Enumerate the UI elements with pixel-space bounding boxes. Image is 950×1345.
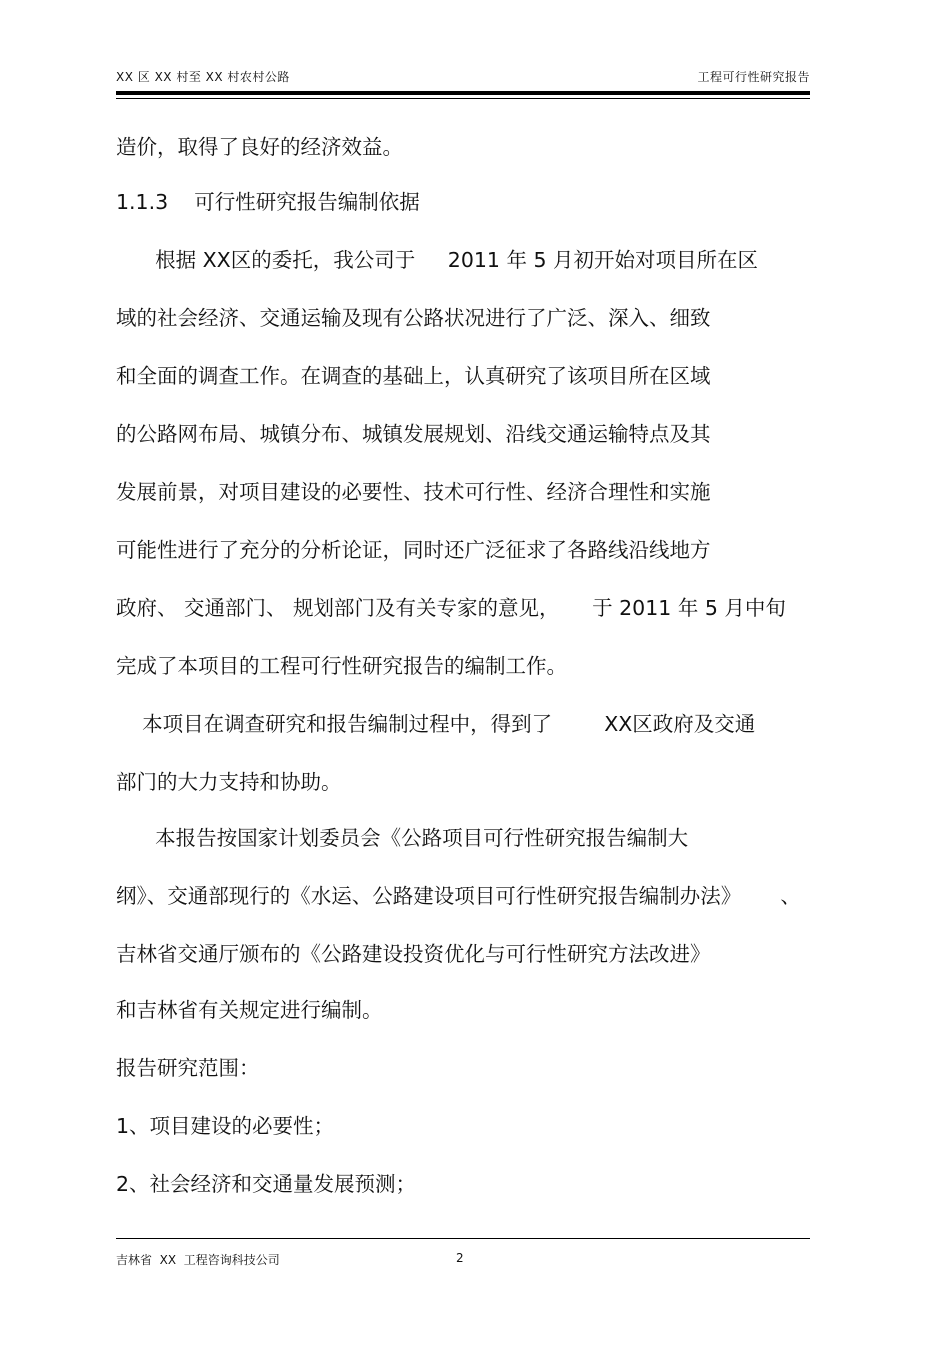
list-item: 2、社会经济和交通量发展预测； [116, 1172, 417, 1196]
page-number: 2 [456, 1251, 464, 1265]
body-line: 本项目在调查研究和报告编制过程中，得到了 XX区政府及交通 [116, 712, 756, 736]
footer-company: 吉林省 XX 工程咨询科技公司 [116, 1253, 280, 1267]
footer-divider [116, 1238, 810, 1239]
body-line: 政府、 交通部门、 规划部门及有关专家的意见， 于 2011 年 5 月中旬 [116, 596, 786, 620]
section-heading: 1.1.3 可行性研究报告编制依据 [116, 190, 420, 214]
body-line: 发展前景，对项目建设的必要性、技术可行性、经济合理性和实施 [116, 480, 711, 504]
body-line: 和吉林省有关规定进行编制。 [116, 998, 383, 1022]
body-line: 吉林省交通厅颁布的《公路建设投资优化与可行性研究方法改进》 [116, 942, 711, 966]
body-line: 根据 XX区的委托，我公司于 2011 年 5 月初开始对项目所在区 [116, 248, 759, 272]
body-line: 可能性进行了充分的分析论证，同时还广泛征求了各路线沿线地方 [116, 538, 711, 562]
body-line: 纲》、交通部现行的《水运、公路建设项目可行性研究报告编制办法》 、 [116, 884, 801, 908]
body-line: 完成了本项目的工程可行性研究报告的编制工作。 [116, 654, 567, 678]
body-line: 造价，取得了良好的经济效益。 [116, 135, 403, 159]
header-left-title: XX 区 XX 村至 XX 村农村公路 [116, 70, 290, 84]
body-line: 域的社会经济、交通运输及现有公路状况进行了广泛、深入、细致 [116, 306, 711, 330]
body-line: 的公路网布局、城镇分布、城镇发展规划、沿线交通运输特点及其 [116, 422, 711, 446]
header-divider-thin [116, 98, 810, 99]
body-line: 部门的大力支持和协助。 [116, 770, 342, 794]
body-line: 本报告按国家计划委员会《公路项目可行性研究报告编制大 [116, 826, 689, 850]
header-right-title: 工程可行性研究报告 [697, 70, 810, 84]
body-line: 和全面的调查工作。在调查的基础上，认真研究了该项目所在区域 [116, 364, 711, 388]
body-line: 报告研究范围： [116, 1056, 260, 1080]
list-item: 1、项目建设的必要性； [116, 1114, 335, 1138]
header-divider-thick [116, 91, 810, 95]
